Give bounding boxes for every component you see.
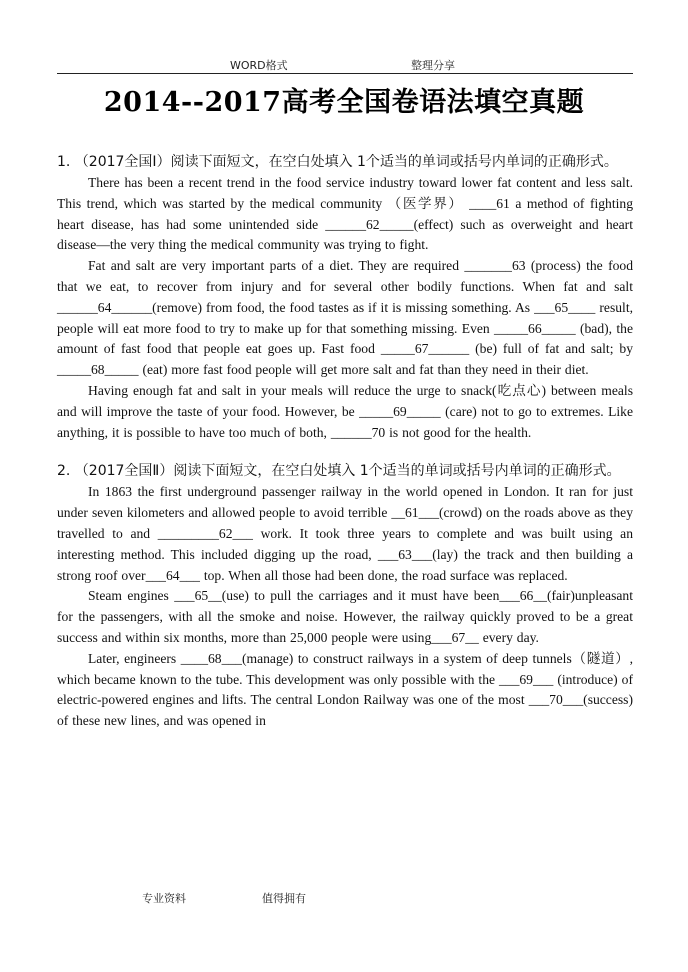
question-1-heading: 1. （2017全国Ⅰ）阅读下面短文，在空白处填入 1个适当的单词或括号内单词的正确形式。 [57,154,618,170]
question-2-heading: 2. （2017全国Ⅱ）阅读下面短文，在空白处填入 1个适当的单词或括号内单词的正确形式。 [57,463,621,480]
document-title: 2014--2017高考全国卷语法填空真题 [103,87,585,118]
page-footer-right: 值得拥有 [262,892,306,905]
question-1-paragraph-1: There has been a recent trend in the food service industry toward lower fat content and less salt. This trend, which was started by the medical community （医学界） ____61 a method of fighting heart disease, has had some unintended side ______62_____(effect) such as overweight and heart disease—the very thing the medical community was trying to fight. [57,175,633,253]
question-2-paragraph-3: Later, engineers ____68___(manage) to construct railways in a system of deep tunnels（隧道）, which became known to the tube. This development was only possible with the ___69___ (introduce) of electric-powered engines and lifts. The central London Railway was one of the most ___70___(success) of these new lines, and was opened in [57,650,633,729]
page-header-right: 整理分享 [411,59,455,72]
section-gap [57,443,633,461]
question-1-paragraph-3: Having enough fat and salt in your meals will reduce the urge to snack(吃点心) between meals and will improve the taste of your food. However, be _____69_____ (care) not to go to extremes. Like anything, it is possible to have too much of both, ______70 is not good for the health. [57,382,633,440]
page-header-left: WORD格式 [230,59,288,72]
document-body [57,152,633,732]
question-1-paragraph-2: Fat and salt are very important parts of a diet. They are required _______63 (process) the food that we eat, to recover from injury and for several other bodily functions. When fat and salt ______64______(remove) from food, the food tastes as if it is missing something. As ___65____ result, people will eat more food to try to make up for that something missing. Even _____66_____ (bad), the amount of fast food that people eat goes up. Fast food _____67______ (be) full of fat and salt; by _____68_____ (eat) more fast food people will get more salt and fat than they need in their diet. [57,258,633,378]
question-2-paragraph-2: Steam engines ___65__(use) to pull the carriages and it must have been___66__(fair)unpleasant for the passengers, with all the smoke and noise. However, the railway quickly proved to be a great success and within six months, more than 25,000 people were using___67__ every day. [57,588,633,645]
page-footer-left: 专业资料 [142,892,186,905]
header-rule [57,73,633,74]
question-2-paragraph-1: In 1863 the first underground passenger railway in the world opened in London. It ran for just under seven kilometers and allowed people to avoid terrible __61___(crowd) on the roads above as they travelled to and _________62___ work. It took three years to complete and was built using an interesting method. This included digging up the road, ___63___(lay) the track and then building a strong roof over___64___ top. When all those had been done, the road surface was replaced. [57,484,633,583]
